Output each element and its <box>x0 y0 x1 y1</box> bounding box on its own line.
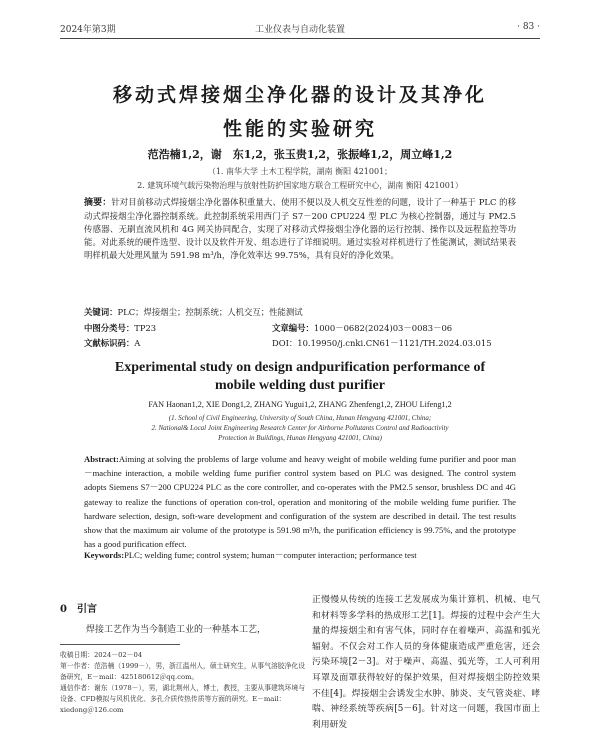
document-code-label: 文献标识码： <box>84 338 135 348</box>
footnote-first-author: 第一作者：范浩楠（1999－），男，浙江温州人，硕士研究生，从事气溶胶净化设备研究，E－mail：425180612＠qq.com。 <box>60 662 305 681</box>
intro-right-column: 正慢慢从传统的连接工艺发展成为集计算机、机械、电气和材料等多学科的热成形工艺[1]。焊接的过程中会产生大量的焊接烟尘和有害气体，同时存在着噪声、高温和弧光辐射。不仅会对工作人员的身体健康造成严重危害，还会污染环境[2－3]。对于噪声、高温、弧光等，工人可利用耳罩及面罩获得较好的保护效果，但对焊接烟尘防控效果不佳[4]。焊接烟尘会诱发尘水肿、肺炎、支气管炎症、哮喘、神经系统等疾病[5－6]。针对这一问题，我国市面上利用研发 <box>312 595 540 730</box>
abstract-en-label: Abstract: <box>84 454 119 464</box>
authors-cn: 范浩楠1,2，谢 东1,2，张玉贵1,2，张振峰1,2，周立峰1,2 <box>147 148 453 161</box>
document-code-value: A <box>134 338 141 348</box>
keywords-en-text: PLC; welding fume; control system; human－computer interaction; performance test <box>124 550 417 560</box>
article-number <box>272 322 452 334</box>
document-code <box>84 337 140 349</box>
intro-first-line: 焊接工艺作为当今制造工业的一种基本工艺， <box>86 625 267 635</box>
doi <box>272 337 492 349</box>
abstract-cn-text: 针对目前移动式焊接烟尘净化器体积重量大、使用不便以及人机交互性差的问题，设计了一种基于 PLC 的移动式焊接烟尘净化器控制系统。此控制系统采用西门子 S7－200 CPU224 型 PLC 为核心控制器，通过与 PM2.5 传感器、无刷直流风机和 4G 网关协同配合，实现了对移动式焊接烟尘净化器的运行控制、操作以及远程监控等功能。对此系统的硬件选型、设计以及软件开发、组态进行了详细说明。通过实验对样机进行了性能测试，测试结果表明样机最大处理风量为 591.98 m³/h，净化效率达 99.75%，具有良好的净化效果。 <box>84 197 516 260</box>
keywords-cn-label: 关键词： <box>84 307 118 317</box>
title-cn-line-1: 移动式焊接烟尘净化器的设计及其净化 <box>112 84 487 106</box>
doi-label: DOI： <box>272 338 298 348</box>
article-number-value: 1000－0682(2024)03－0083－06 <box>313 323 453 333</box>
affiliation-cn-2: 2. 建筑环境气载污染物治理与放射性防护国家地方联合工程研究中心，湖南 衡阳 421001） <box>137 181 463 190</box>
authors-en: FAN Haonan1,2, XIE Dong1,2, ZHANG Yugui1,2, ZHANG Zhenfeng1,2, ZHOU Lifeng1,2 <box>148 400 452 409</box>
affiliation-cn-1: （1. 南华大学 土木工程学院，湖南 衡阳 421001； <box>207 167 393 176</box>
abstract-en-text: Aiming at solving the problems of large volume and heavy weight of mobile welding fume purifier and poor man－machine interaction, a mobile welding fume purifier control system based on PLC was designed. The control system adopts Siemens S7－200 CPU224 PLC as the core controller, and co-operates with the PM2.5 sensor, brushless DC and 4G gateway to realize the functions of operation con-trol, operation and monitoring of the mobile welding fume purifier. The hardware selection, design, soft-ware development and configuration of the system are described in detail. The test results show that the maximum air volume of the prototype is 591.98 m³/h, the purification efficiency is 99.75%, and the prototype has a good purification effect. <box>84 454 516 550</box>
affiliation-en-1: (1. School of Civil Engineering, University of South China, Hunan Hengyang 421001, China; <box>168 414 432 422</box>
keywords-cn-text: PLC；焊接烟尘；控制系统；人机交互；性能测试 <box>117 307 303 317</box>
footnote-corresponding: 通信作者：谢东（1978－），男，湖北荆州人，博士，教授，主要从事建筑环境与设备、CFD模拟与风机优化、多孔介质传热传质等方面的研究。E－mail：xiedong＠126.com <box>60 684 305 714</box>
footnote-rule <box>60 644 180 645</box>
keywords-en <box>84 549 417 561</box>
page-number: · 83 · <box>517 22 540 32</box>
clc-value: TP23 <box>134 323 157 333</box>
footnotes <box>60 650 305 716</box>
affiliation-en-2: 2. National& Local Joint Engineering Research Center for Airborne Pollutants Control and Radioactivity <box>151 424 449 432</box>
affiliation-en-3: Protection in Buildings, Hunan Hengyang 421001, China) <box>218 434 382 442</box>
footnote-received: 收稿日期：2024－02－04 <box>60 651 143 659</box>
keywords-cn <box>84 306 303 318</box>
journal-name: 工业仪表与自动化装置 <box>254 25 345 35</box>
abstract-cn-label: 摘要： <box>84 198 112 208</box>
title-en-line-1: Experimental study on design andpurification performance of <box>114 360 486 375</box>
abstract-en <box>84 452 516 551</box>
clc-label: 中图分类号： <box>84 323 135 333</box>
abstract-cn <box>84 196 516 262</box>
clc-number <box>84 322 156 334</box>
doi-value: 10.19950/j.cnki.CN61－1121/TH.2024.03.015 <box>297 338 492 348</box>
issue-label: 2024年第3期 <box>60 25 116 35</box>
title-en-line-2: mobile welding dust purifier <box>215 378 385 393</box>
title-cn-line-2: 性能的实验研究 <box>222 118 377 140</box>
keywords-en-label: Keywords: <box>84 550 125 560</box>
header-rule <box>60 38 540 39</box>
running-header <box>60 22 540 36</box>
section-heading-intro: 0 引言 <box>60 604 97 615</box>
article-number-label: 文章编号： <box>272 323 314 333</box>
